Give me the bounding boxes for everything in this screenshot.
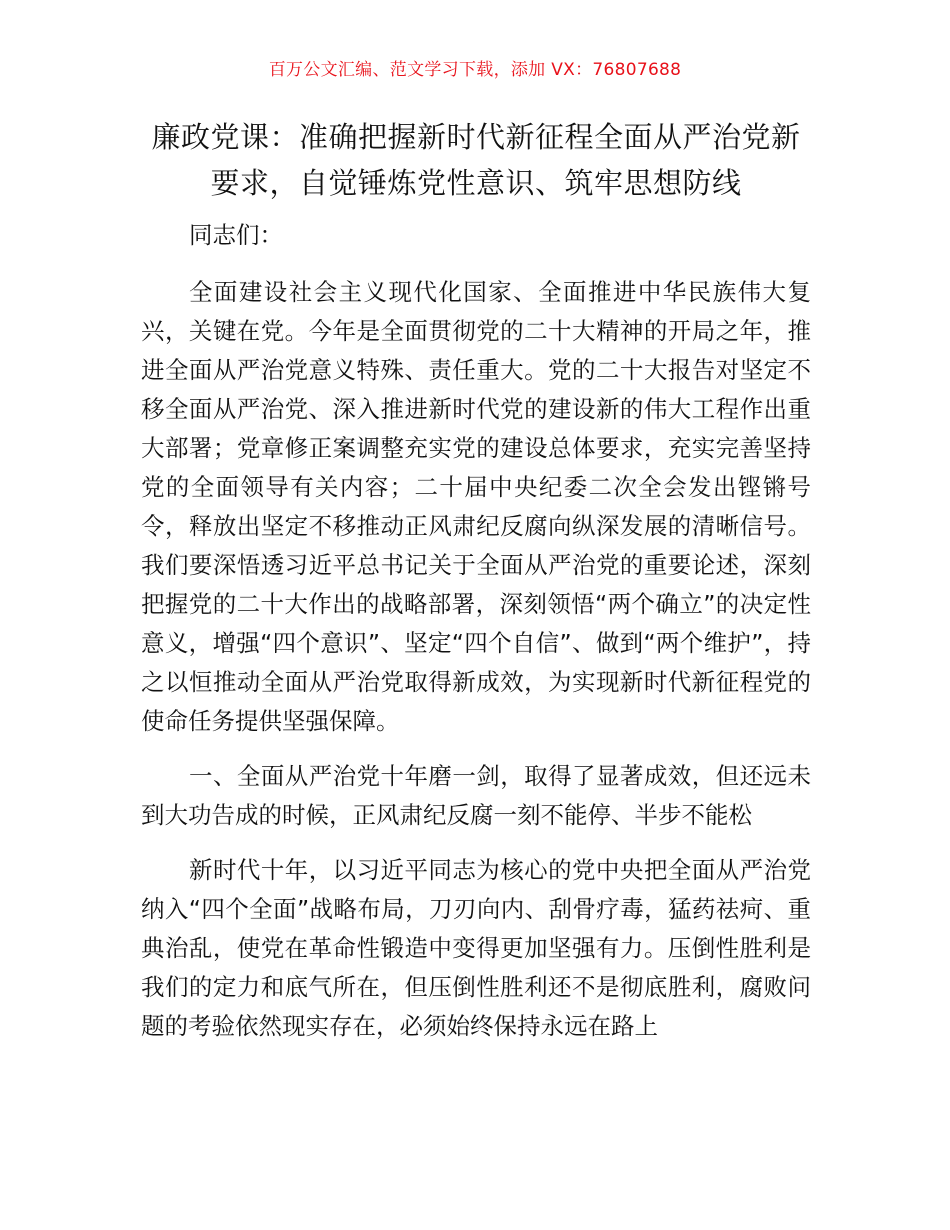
header-note: 百万公文汇编、范文学习下载，添加 VX：76807688 bbox=[268, 60, 682, 80]
paragraph-intro: 全面建设社会主义现代化国家、全面推进中华民族伟大复兴，关键在党。今年是全面贯彻党的二十大精神的开局之年，推进全面从严治党意义特殊、责任重大。党的二十大报告对坚定不移全面从严治党、深入推进新时代党的建设新的伟大工程作出重大部署；党章修正案调整充实党的建设总体要求，充实完善坚持党的全面领导有关内容；二十届中央纪委二次全会发出铿锵号令，释放出坚定不移推动正风肃纪反腐向纵深发展的清晰信号。我们要深悟透习近平总书记关于全面从严治党的重要论述，深刻把握党的二十大作出的战略部署，深刻领悟“两个确立”的决定性意义，增强“四个意识”、坚定“四个自信”、做到“两个维护”，持之以恒推动全面从严治党取得新成效，为实现新时代新征程党的使命任务提供坚强保障。 bbox=[141, 278, 811, 735]
salutation: 同志们： bbox=[189, 221, 283, 249]
document-body bbox=[141, 216, 811, 1062]
section-heading-1: 一、全面从严治党十年磨一剑，取得了显著成效，但还远未到大功告成的时候，正风肃纪反腐一刻不能停、半步不能松 bbox=[141, 762, 811, 829]
paragraph-section-1: 新时代十年，以习近平同志为核心的党中央把全面从严治党纳入“四个全面”战略布局，刀刃向内、刮骨疗毒，猛药祛疴、重典治乱，使党在革命性锻造中变得更加坚强有力。压倒性胜利是我们的定力和底气所在，但压倒性胜利还不是彻底胜利，腐败问题的考验依然现实存在，必须始终保持永远在路上 bbox=[141, 856, 811, 1040]
document-title: 廉政党课：准确把握新时代新征程全面从严治党新要求，自觉锤炼党性意识、筑牢思想防线 bbox=[151, 120, 801, 200]
